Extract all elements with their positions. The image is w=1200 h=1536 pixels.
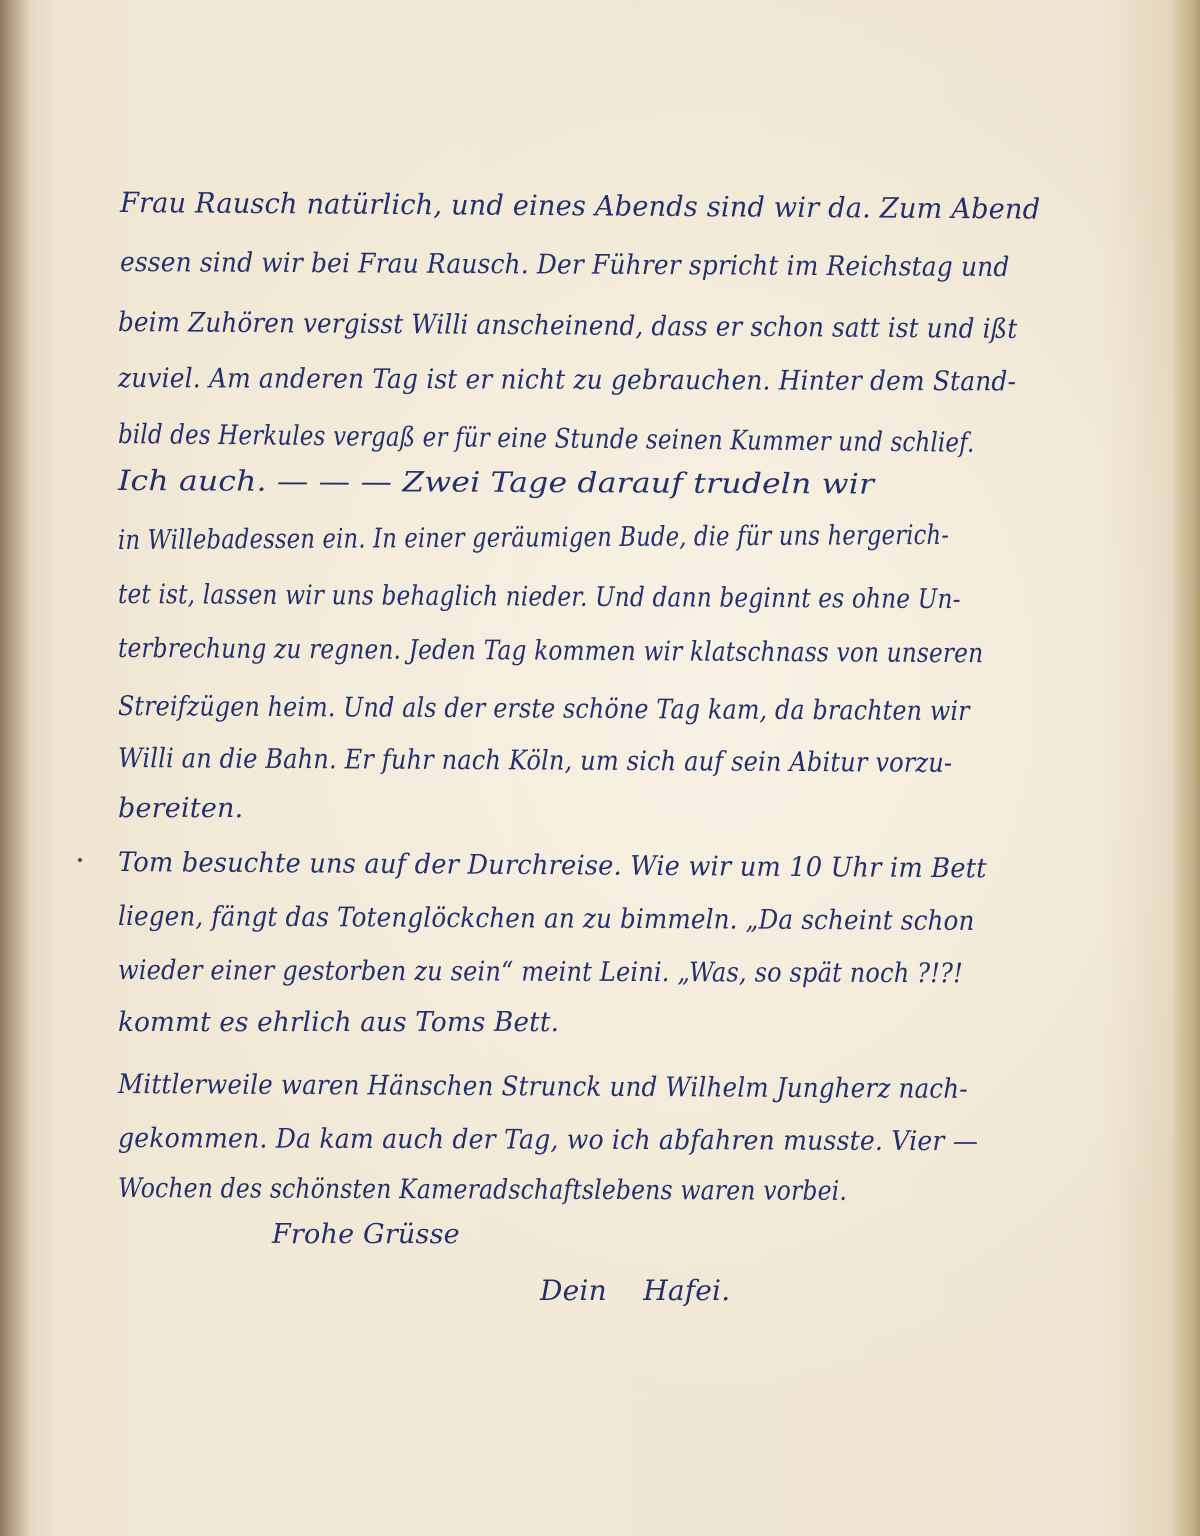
letter-line: bereiten. — [118, 793, 244, 824]
letter-line: essen sind wir bei Frau Rausch. Der Führer spricht im Reichstag und — [119, 247, 1010, 284]
letter-line: wieder einer gestorben zu sein“ meint Leini. „Was, so spät noch ?!?! — [117, 955, 964, 990]
letter-line: kommt es ehrlich aus Toms Bett. — [118, 1007, 560, 1038]
letter-line: Willi an die Bahn. Er fuhr nach Köln, um sich auf sein Abitur vorzu- — [117, 743, 953, 779]
letter-line: Frau Rausch natürlich, und eines Abends sind wir da. Zum Abend — [119, 186, 1041, 226]
letter-line: in Willebadessen ein. In einer geräumigen Bude, die für uns hergerich- — [117, 519, 950, 556]
letter-line: tet ist, lassen wir uns behaglich nieder. Und dann beginnt es ohne Un- — [117, 579, 961, 616]
letter-line: liegen, fängt das Totenglöckchen an zu bimmeln. „Da scheint schon — [117, 901, 975, 937]
letter-line: Mittlerweile waren Hänschen Strunck und Wilhelm Jungherz nach- — [117, 1069, 968, 1105]
letter-line: Ich auch. — — — Zwei Tage darauf trudeln wir — [117, 464, 875, 501]
letter-line: Tom besuchte uns auf der Durchreise. Wie wir um 10 Uhr im Bett — [117, 847, 987, 885]
signature: Dein Hafei. — [540, 1274, 731, 1307]
letter-line: terbrechung zu regnen. Jeden Tag kommen wir klatschnass von unseren — [117, 633, 984, 670]
letter-line: beim Zuhören vergisst Willi anscheinend, dass er schon satt ist und ißt — [117, 307, 1018, 345]
closing-greeting: Frohe Grüsse — [272, 1219, 460, 1250]
letter-line: zuviel. Am anderen Tag ist er nicht zu gebrauchen. Hinter dem Stand- — [117, 363, 1017, 398]
letter-line: Wochen des schönsten Kameradschaftslebens waren vorbei. — [117, 1173, 848, 1207]
letter-line: Streifzügen heim. Und als der erste schöne Tag kam, da brachten wir — [117, 691, 970, 728]
letter-line: gekommen. Da kam auch der Tag, wo ich abfahren musste. Vier — — [117, 1123, 979, 1158]
letter-line: bild des Herkules vergaß er für eine Stunde seinen Kummer und schlief. — [117, 419, 975, 459]
